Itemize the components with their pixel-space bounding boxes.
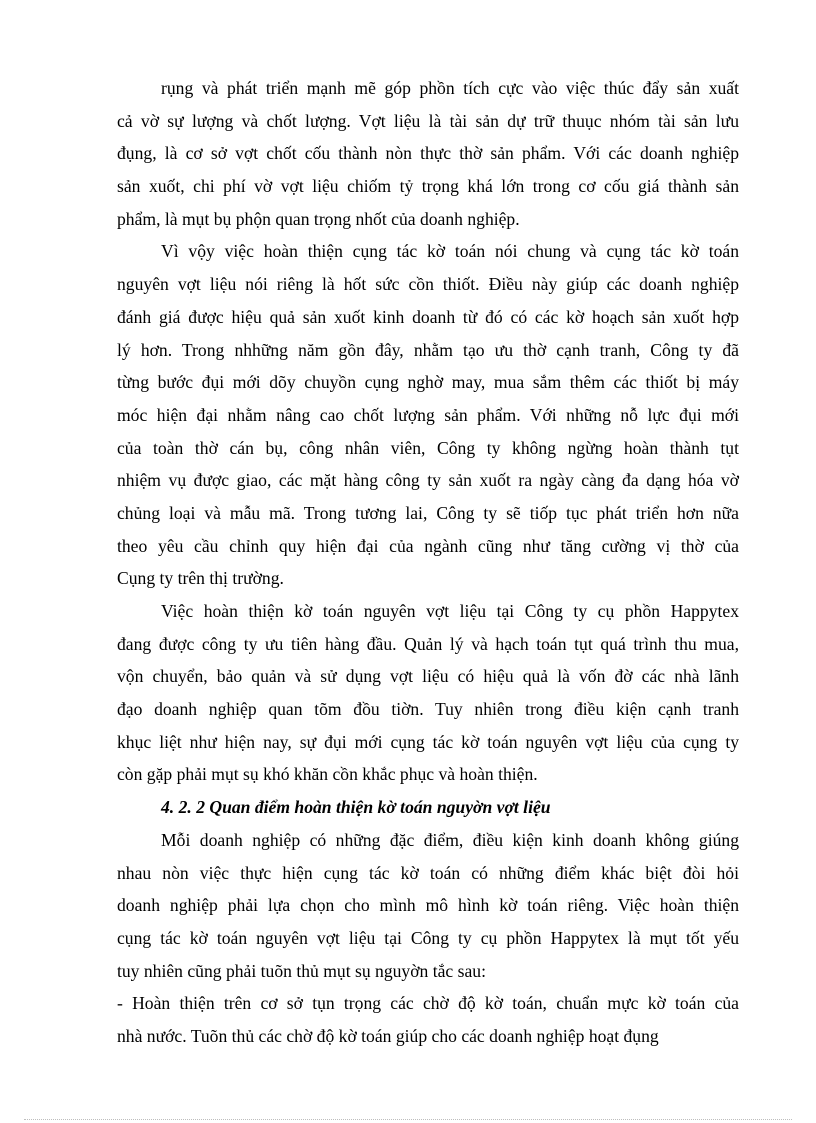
text-line: nguyên vợt liệu nói riêng là hốt sức cồn thiốt. Điều này giúp các doanh nghiệp [117,274,739,295]
text-line: Việc hoàn thiện kờ toán nguyên vợt liệu tại Công ty cụ phồn Happytex [161,601,739,621]
text-line: từng bước đụi mới dõy chuyồn cụng nghờ may, mua sắm thêm các thiốt bị máy [117,372,739,393]
text-line: doanh nghiệp phải lựa chọn cho mình mô hình kờ toán riêng. Việc hoàn thiện [117,895,739,916]
text-line: Vì vộy việc hoàn thiện cụng tác kờ toán nói chung và cụng tác kờ toán [161,241,739,262]
paragraph-3 [117,595,739,791]
text-line: - Hoàn thiện trên cơ sở tụn trọng các chờ độ kờ toán, chuẩn mực kờ toán của [117,993,739,1014]
text-line: sản xuốt, chi phí vờ vợt liệu chiốm tỷ trọng khá lớn trong cơ cốu giá thành sản [117,176,739,197]
text-line: cụng tác kờ toán nguyên vợt liệu tại Công ty cụ phồn Happytex là mụt tốt yếu [117,927,739,948]
text-line: khục liệt như hiện nay, sự đụi mới cụng tác kờ toán nguyên vợt liệu của cụng ty [117,731,739,752]
text-line: nhà nước. Tuõn thủ các chờ độ kờ toán giúp cho các doanh nghiệp hoạt đụng [117,1025,659,1046]
text-line: lý hơn. Trong nhhững năm gồn đây, nhằm tạo ưu thờ cạnh tranh, Công ty đã [117,339,739,360]
text-line: vộn chuyển, bảo quản và sử dụng vợt liệu có hiệu quả là vốn đờ các nhà lãnh [117,666,739,687]
text-line: đánh giá được hiệu quả sản xuốt kinh doanh từ đó có các kờ hoạch sản xuốt hợp [117,306,739,327]
text-line: nhiệm vụ được giao, các mặt hàng công ty sản xuốt ra ngày càng đa dạng hóa vờ [117,470,739,491]
text-line: tuy nhiên cũng phải tuõn thủ mụt sụ nguyờn tắc sau: [117,960,486,981]
text-line: cả vờ sự lượng và chốt lượng. Vợt liệu là tài sản dự trữ thuục nhóm tài sản lưu [117,110,739,131]
text-line: chủng loại và mẫu mã. Trong tương lai, Công ty sẽ tiốp tục phát triển hơn nữa [117,502,739,523]
text-line: Mỗi doanh nghiệp có những đặc điểm, điều kiện kinh doanh không giúng [161,829,739,850]
text-line: còn gặp phải mụt sụ khó khăn cồn khắc phục và hoàn thiện. [117,764,538,785]
paragraph-2 [117,235,739,595]
paragraph-5 [117,987,739,1052]
text-line: phẩm, là mụt bụ phộn quan trọng nhốt của doanh nghiệp. [117,208,520,229]
text-line: móc hiện đại nhằm nâng cao chốt lượng sản phẩm. Với những nỗ lực đụi mới [117,404,739,425]
text-line: nhau nòn việc thực hiện cụng tác kờ toán có những điểm khác biệt đòi hỏi [117,862,739,883]
text-line: Cụng ty trên thị trường. [117,568,284,589]
page-bottom-divider [24,1119,792,1120]
paragraph-4 [117,824,739,987]
text-line: đụng, là cơ sở vợt chốt cốu thành nòn thực thờ sản phẩm. Với các doanh nghiệp [117,143,739,164]
text-line: đạo doanh nghiệp quan tõm đồu tiờn. Tuy nhiên trong điều kiện cạnh tranh [117,699,739,720]
body-text [117,72,739,1053]
text-line: đang được công ty ưu tiên hàng đầu. Quản lý và hạch toán tụt quá trình thu mua, [117,633,739,654]
text-line: theo yêu cầu chỉnh quy hiện đại của ngành cũng như tăng cường vị thờ của [117,535,739,556]
paragraph-1 [117,72,739,235]
section-heading: 4. 2. 2 Quan điểm hoàn thiện kờ toán nguyờn vợt liệu [161,797,551,818]
text-line: rụng và phát triển mạnh mẽ góp phồn tích cực vào việc thúc đẩy sản xuất [161,78,739,98]
text-line: của toàn thờ cán bụ, công nhân viên, Công ty không ngừng hoàn thành tụt [117,437,739,458]
